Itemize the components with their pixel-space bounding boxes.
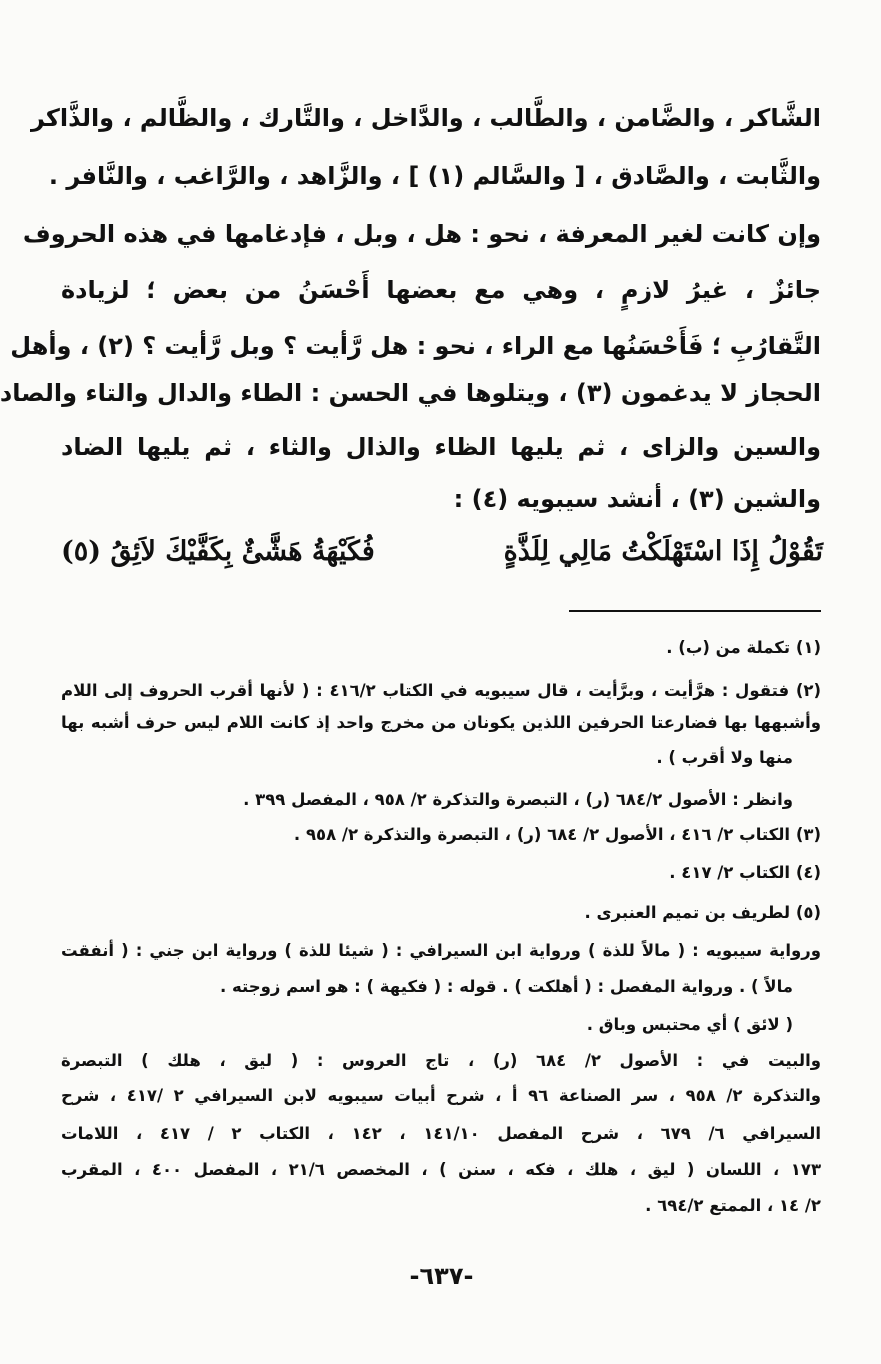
text-line: الحجاز لا يدغمون (٣) ، ويتلوها في الحسن : الطاء والدال والتاء والصاد [0,379,821,407]
verse-second-hemistich: فُكَيْهَةُ هَشَّئٌ بِكَفَّيْكَ لاَئِقُ (٥) [61,536,375,567]
footnote-line: وأشبهها بها فضارعتا الحرفين اللذين يكونان من مخرج واحد إذ كانت اللام ليس حرف أشبه بها [61,713,821,732]
text-line: والثَّابت ، والصَّادق ، [ والسَّالم (١) ] ، والزَّاهد ، والرَّاغب ، والنَّافر . [48,162,821,190]
footnote-line: (٣) الكتاب ٢/ ٤١٦ ، الأصول ٢/ ٦٨٤ (ر) ، التبصرة والتذكرة ٢/ ٩٥٨ . [293,825,821,844]
footnote-line: منها ولا أقرب ) . [656,748,793,767]
footnote-line: (١) تكملة من (ب) . [666,638,821,657]
footnote-line: (٤) الكتاب ٢/ ٤١٧ . [669,863,821,882]
page-number: -٦٣٧- [409,1262,474,1290]
footnote-line: والتذكرة ٢/ ٩٥٨ ، سر الصناعة ٩٦ أ ، شرح أبيات سيبويه لابن السيرافي ٢ /٤١٧ ، شرح [61,1086,822,1105]
footnote-line: (٥) لطريف بن تميم العنبرى . [584,903,821,922]
text-line: الشَّاكر ، والضَّامن ، والطَّالب ، والدَّاخل ، والتَّارك ، والظَّالم ، والذَّاكر [30,104,821,132]
text-line: والشين (٣) ، أنشد سيبويه (٤) : [453,485,821,513]
footnote-line: والبيت في : الأصول ٢/ ٦٨٤ (ر) ، تاج العروس : ( ليق ، هلك ) التبصرة [61,1051,821,1070]
footnote-line: (٢) فتقول : هرَّأيت ، وبرَّأيت ، قال سيبويه في الكتاب ٤١٦/٢ : ( لأنها أقرب الحروف إلى اللام [61,681,822,700]
footnote-line: ( لائق ) أي محتبس وباق . [586,1015,793,1034]
footnote-line: ٢/ ١٤ ، الممتع ٦٩٤/٢ . [645,1196,821,1215]
footnote-separator [569,610,821,612]
verse-first-hemistich: تَقُوْلُ إِذَا اسْتَهْلَكْتُ مَالِي لِلَذَّةٍ [503,536,823,567]
text-line: التَّقارُبِ ؛ فَأَحْسَنُها مع الراء ، نحو : هل رَّأيت ؟ وبل رَّأيت ؟ (٢) ، وأهل [10,332,821,360]
footnote-line: ١٧٣ ، اللسان ( ليق ، هلك ، فكه ، سنن ) ، المخصص ٢١/٦ ، المفصل ٤٠٠ ، المقرب [61,1160,822,1179]
text-line: جائزٌ ، غيرُ لازمٍ ، وهي مع بعضها أَحْسَنُ من بعض ؛ لزيادة [61,276,821,304]
poetry-verse [61,527,823,577]
footnote-line: ورواية سيبويه : ( مالاً للذة ) ورواية ابن السيرافي : ( شيئا للذة ) ورواية ابن جني : ( أنفقت [61,941,821,960]
book-page [2,0,881,1364]
footnote-line: مالاً ) . ورواية المفصل : ( أهلكت ) . قوله : ( فكيهة ) : هو اسم زوجته . [219,977,793,996]
text-line: والسين والزاى ، ثم يليها الظاء والذال والثاء ، ثم يليها الضاد [61,433,821,461]
footnote-line: السيرافي ٦/ ٦٧٩ ، شرح المفصل ١٤١/١٠ ، ١٤٢ ، الكتاب ٢ / ٤١٧ ، اللامات [61,1124,821,1143]
footnote-line: وانظر : الأصول ٦٨٤/٢ (ر) ، التبصرة والتذكرة ٢/ ٩٥٨ ، المفصل ٣٩٩ . [243,790,793,809]
text-line: وإن كانت لغير المعرفة ، نحو : هل ، وبل ، فإدغامها في هذه الحروف [22,220,821,248]
